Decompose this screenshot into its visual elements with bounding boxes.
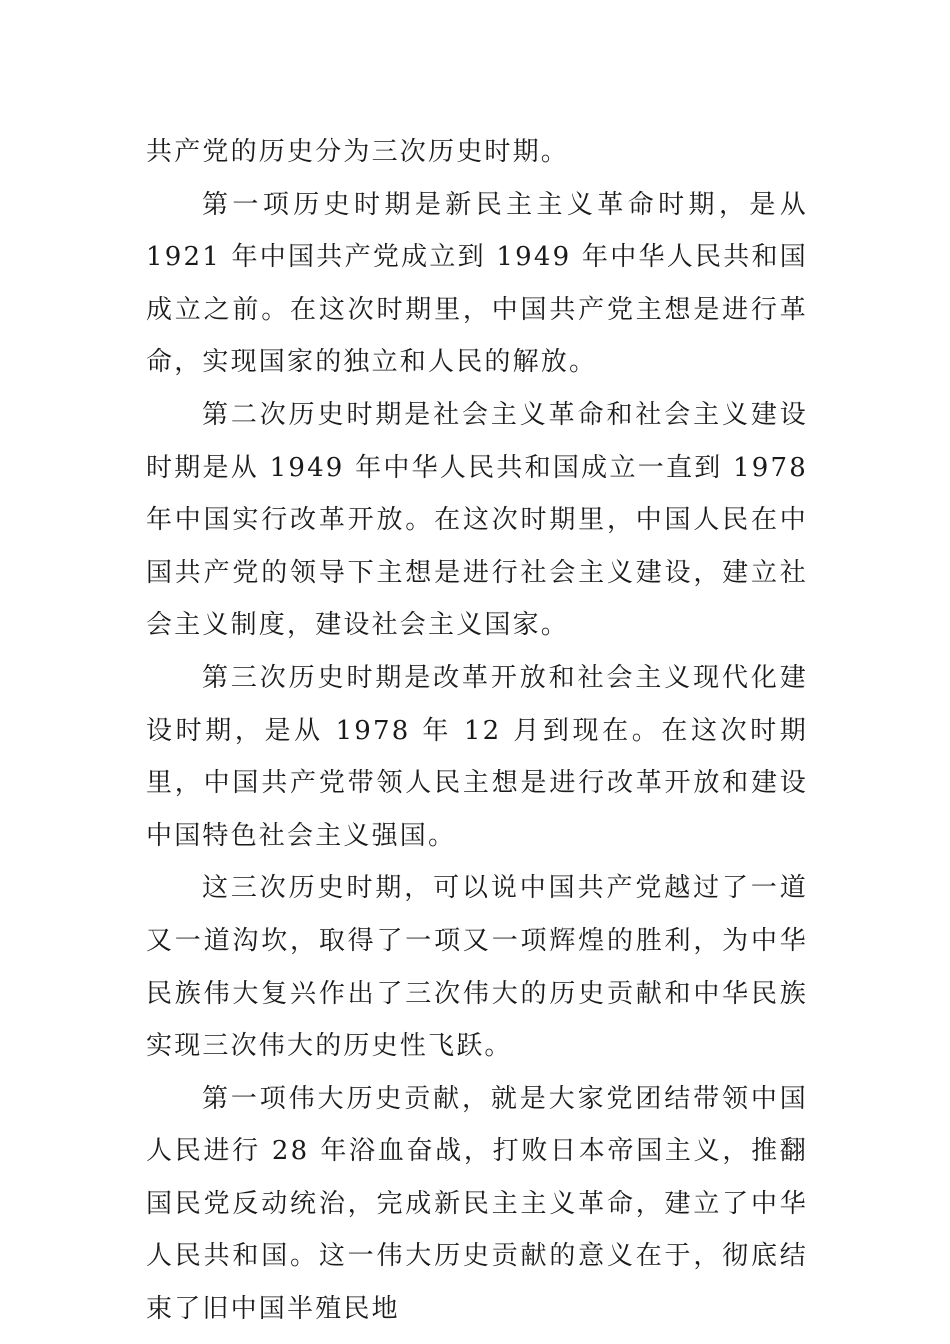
paragraph-6: 第一项伟大历史贡献，就是大家党团结带领中国人民进行 28 年浴血奋战，打败日本帝国主义，推翻国民党反动统治，完成新民主主义革命，建立了中华人民共和国。这一伟大历史贡献的意义在于，彻底结束了旧中国半殖民地 [146,1083,808,1325]
paragraph-1: 共产党的历史分为三次历史时期。 [146,137,570,167]
document-body [146,126,808,1336]
paragraph-4: 第三次历史时期是改革开放和社会主义现代化建设时期，是从 1978 年 12 月到现在。在这次时期里，中国共产党带领人民主想是进行改革开放和建设中国特色社会主义强国。 [146,662,808,851]
paragraph-5: 这三次历史时期，可以说中国共产党越过了一道又一道沟坎，取得了一项又一项辉煌的胜利，为中华民族伟大复兴作出了三次伟大的历史贡献和中华民族实现三次伟大的历史性飞跃。 [146,873,808,1062]
paragraph-3: 第二次历史时期是社会主义革命和社会主义建设时期是从 1949 年中华人民共和国成立一直到 1978 年中国实行改革开放。在这次时期里，中国人民在中国共产党的领导下主想是进行社会主义建设，建立社会主义制度，建设社会主义国家。 [146,399,808,641]
paragraph-2: 第一项历史时期是新民主主义革命时期，是从 1921 年中国共产党成立到 1949 年中华人民共和国成立之前。在这次时期里，中国共产党主想是进行革命，实现国家的独立和人民的解放。 [146,189,808,378]
